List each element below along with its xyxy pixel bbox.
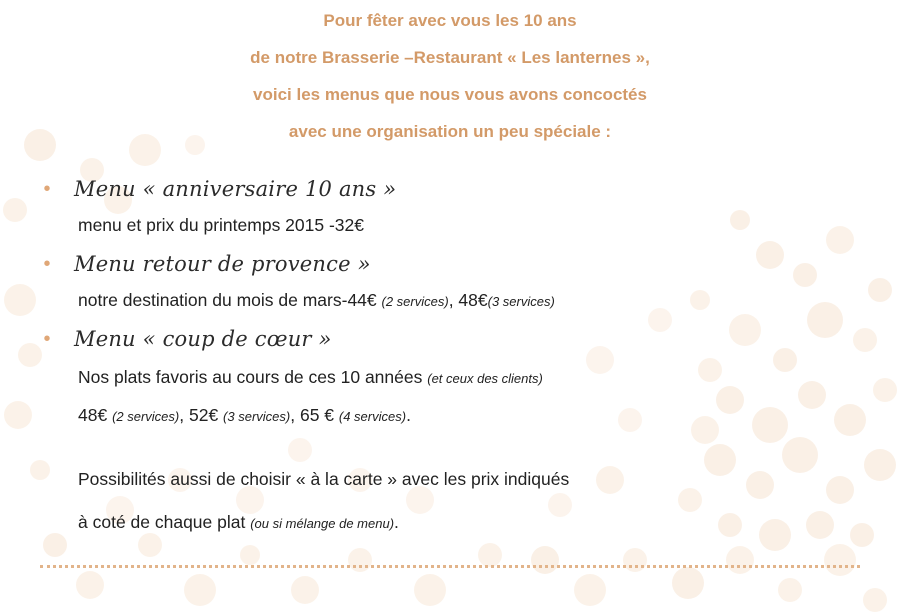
carte-line-2: à coté de chaque plat (ou si mélange de menu).: [78, 512, 399, 532]
menu-desc-coup-de-coeur-prices: 48€ (2 services), 52€ (3 services), 65 € (4 services).: [78, 405, 411, 425]
carte-line-1: Possibilités aussi de choisir « à la carte » avec les prix indiqués: [78, 469, 570, 489]
menu-desc-anniversaire: menu et prix du printemps 2015 -32€: [78, 215, 364, 235]
menu-desc-retour-provence: notre destination du mois de mars-44€ (2 services), 48€(3 services): [78, 290, 555, 310]
bullet-icon: •: [43, 328, 51, 350]
intro-line-3: voici les menus que nous vous avons concoctés: [253, 85, 647, 104]
intro-heading: [0, 6, 900, 154]
menu-title-coup-de-coeur: Menu « coup de cœur »: [74, 327, 332, 351]
intro-line-2: de notre Brasserie –Restaurant « Les lanternes »,: [250, 48, 650, 67]
menu-title-anniversaire: Menu « anniversaire 10 ans »: [74, 177, 397, 201]
intro-line-4: avec une organisation un peu spéciale :: [288, 122, 612, 141]
menu-desc-coup-de-coeur-line1: Nos plats favoris au cours de ces 10 années (et ceux des clients): [78, 367, 543, 387]
bullet-icon: •: [43, 253, 51, 275]
intro-line-1: Pour fêter avec vous les 10 ans: [323, 11, 577, 30]
bullet-icon: •: [43, 178, 51, 200]
menu-title-retour-provence: Menu retour de provence »: [74, 252, 371, 276]
dotted-divider: [40, 565, 860, 568]
